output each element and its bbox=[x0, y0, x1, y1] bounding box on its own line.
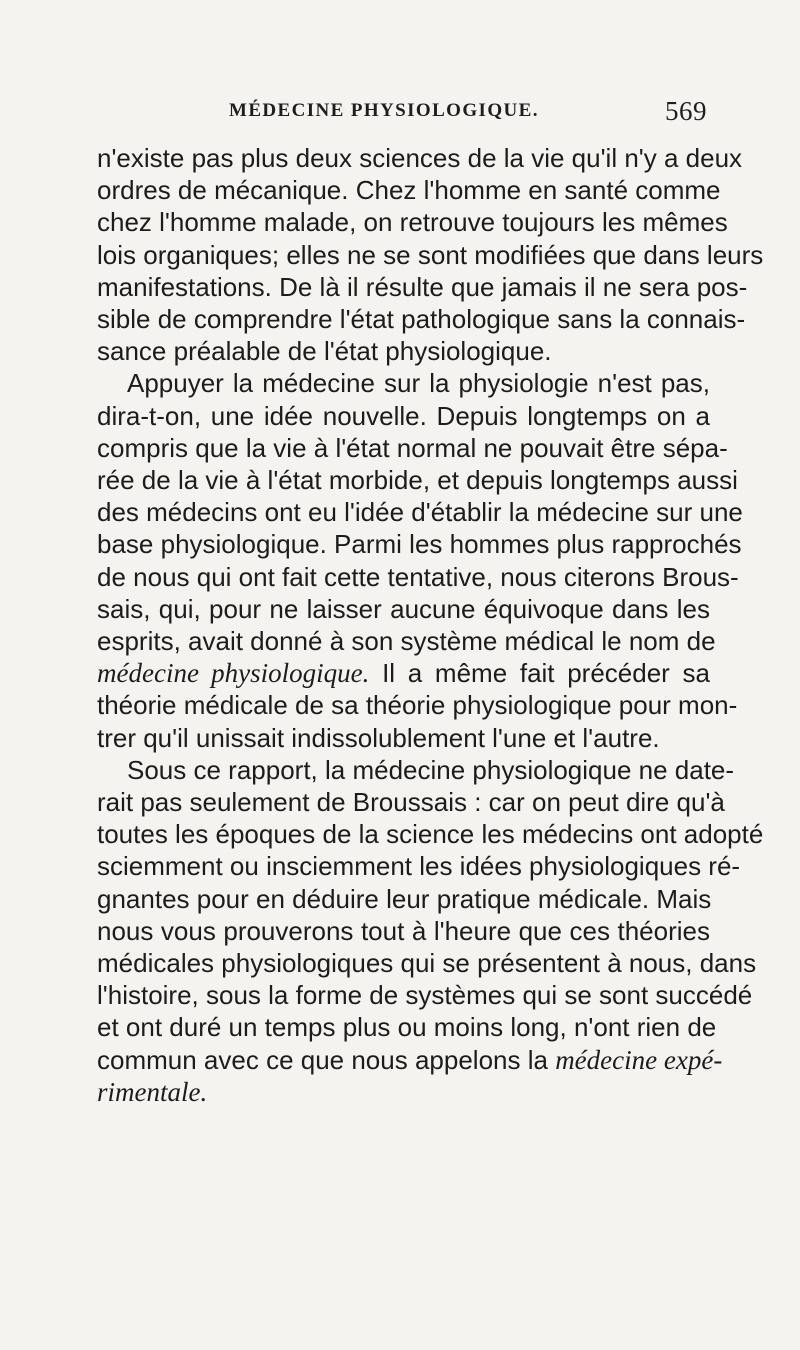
text-line: de nous qui ont fait cette tentative, nous citerons Brous- bbox=[97, 561, 739, 592]
text-line: sance préalable de l'état physiologique. bbox=[97, 336, 552, 367]
text-line: dira-t-on, une idée nouvelle. Depuis longtemps on a bbox=[97, 400, 710, 431]
text-line: nous vous prouverons tout à l'heure que ces théories bbox=[97, 915, 710, 946]
text-line: trer qu'il unissait indissolublement l'une et l'autre. bbox=[97, 722, 660, 753]
text-line: rait pas seulement de Broussais : car on peut dire qu'à bbox=[97, 787, 725, 818]
text-line: toutes les époques de la science les médecins ont adopté bbox=[97, 819, 764, 850]
text-line bbox=[97, 1076, 710, 1108]
text-line: lois organiques; elles ne se sont modifiées que dans leurs bbox=[97, 239, 764, 270]
italic-term: rimentale. bbox=[97, 1076, 208, 1107]
text-segment: Il a même fait précéder sa bbox=[369, 658, 710, 689]
text-line: sais, qui, pour ne laisser aucune équivoque dans les bbox=[97, 593, 710, 624]
text-line bbox=[97, 1044, 723, 1076]
text-line: médicales physiologiques qui se présentent à nous, dans bbox=[97, 948, 757, 979]
text-line: et ont duré un temps plus ou moins long, n'ont rien de bbox=[97, 1012, 717, 1043]
text-line bbox=[97, 657, 710, 689]
text-line: manifestations. De là il résulte que jamais il ne sera pos- bbox=[97, 271, 748, 302]
text-line: n'existe pas plus deux sciences de la vie qu'il n'y a deux bbox=[97, 143, 743, 173]
text-line: théorie médicale de sa théorie physiologique pour mon- bbox=[97, 690, 738, 721]
text-line: esprits, avait donné à son système médical le nom de bbox=[97, 626, 716, 657]
text-line: sciemment ou insciemment les idées physiologiques ré- bbox=[97, 851, 741, 882]
italic-term: médecine expé- bbox=[555, 1044, 723, 1075]
text-line: Sous ce rapport, la médecine physiologique ne date- bbox=[127, 754, 735, 785]
text-line: ordres de mécanique. Chez l'homme en santé comme bbox=[97, 175, 721, 206]
text-line: chez l'homme malade, on retrouve toujours les mêmes bbox=[97, 207, 728, 238]
running-head bbox=[97, 96, 709, 136]
text-line: rée de la vie à l'état morbide, et depuis longtemps aussi bbox=[97, 465, 738, 496]
italic-term: médecine physiologique. bbox=[97, 658, 370, 689]
text-line: des médecins ont eu l'idée d'établir la médecine sur une bbox=[97, 497, 743, 528]
page-number: 569 bbox=[665, 96, 707, 126]
body-text bbox=[97, 142, 764, 1108]
text-line: gnantes pour en déduire leur pratique médicale. Mais bbox=[97, 883, 712, 914]
text-line: base physiologique. Parmi les hommes plus rapprochés bbox=[97, 529, 742, 560]
text-line: sible de comprendre l'état pathologique sans la connais- bbox=[97, 304, 746, 335]
text-line: l'histoire, sous la forme de systèmes qui se sont succédé bbox=[97, 980, 753, 1011]
text-line: compris que la vie à l'état normal ne pouvait être sépa- bbox=[97, 432, 728, 463]
running-title: MÉDECINE PHYSIOLOGIQUE. bbox=[229, 100, 539, 121]
text-segment: commun avec ce que nous appelons la bbox=[97, 1044, 556, 1075]
text-line: Appuyer la médecine sur la physiologie n'est pas, bbox=[127, 368, 710, 399]
